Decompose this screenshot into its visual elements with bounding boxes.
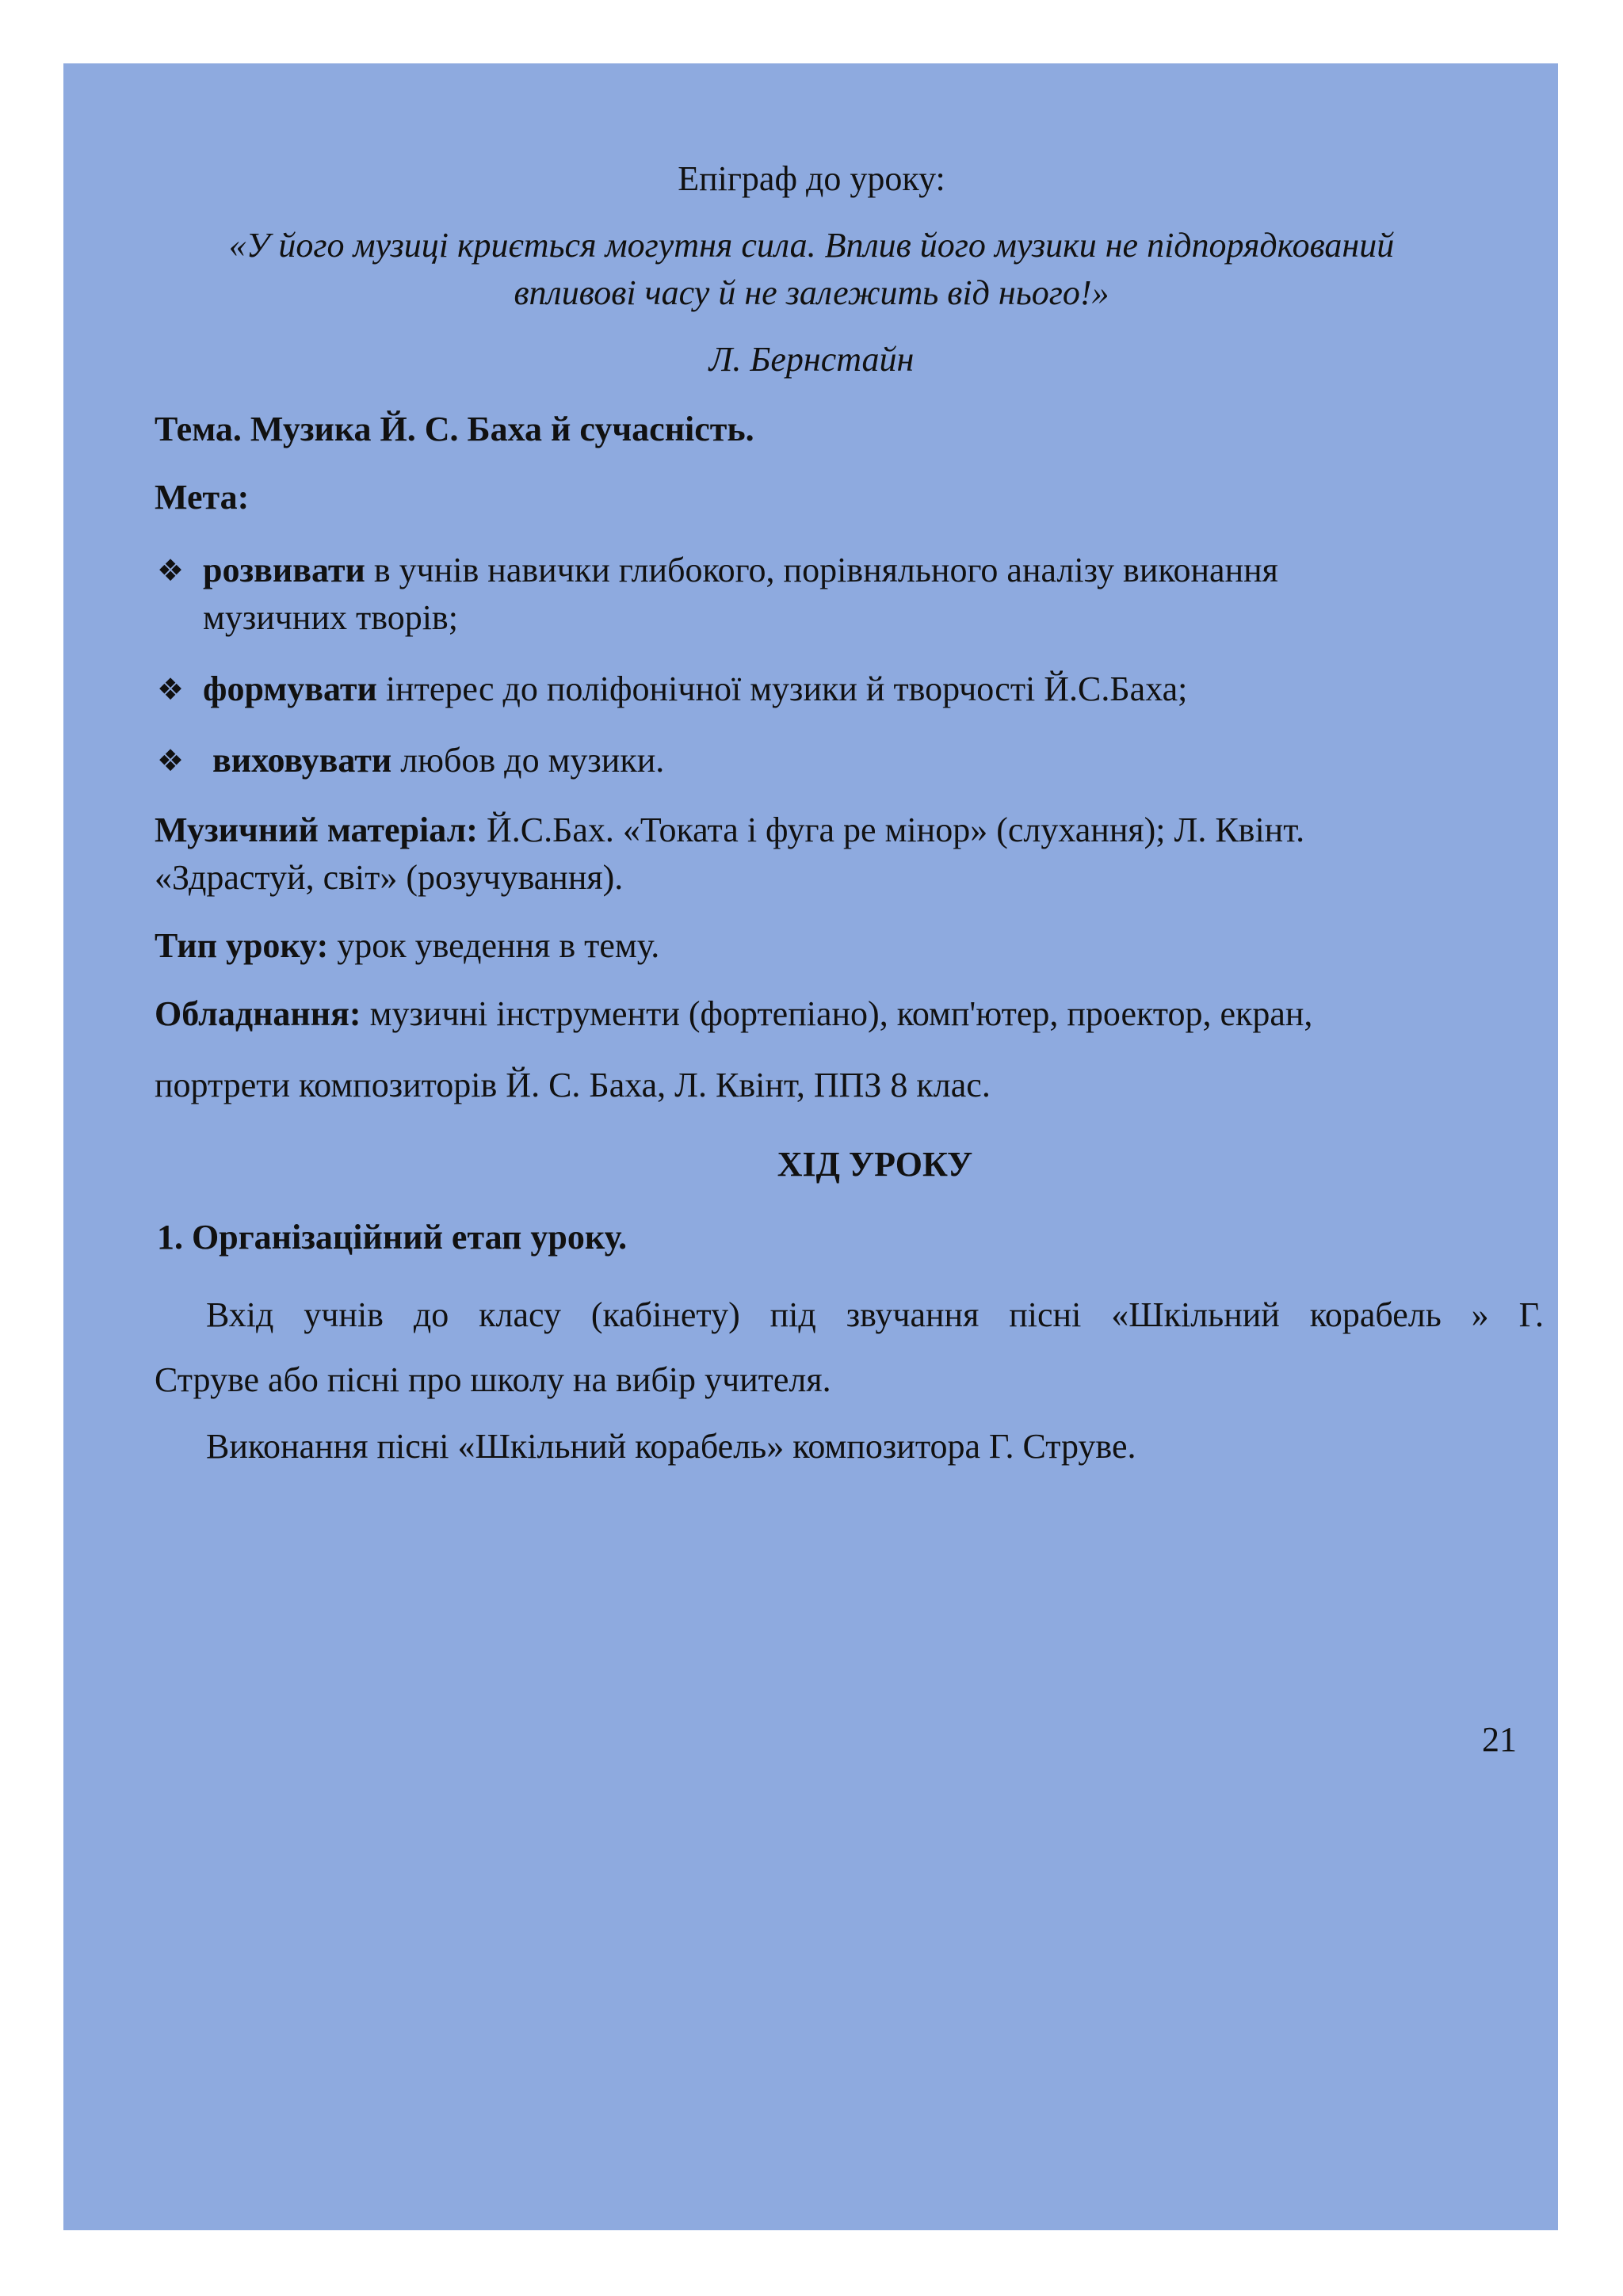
word: класу <box>479 1295 561 1334</box>
goal-item <box>212 737 664 784</box>
equipment-label: Обладнання: <box>155 994 361 1033</box>
word: до <box>413 1295 449 1334</box>
word: Вхід <box>206 1295 274 1334</box>
goal-text: любов до музики. <box>391 741 665 780</box>
goal-text: інтерес до поліфонічної музики й творчості Й.С.Баха; <box>376 669 1188 708</box>
music-material-continuation: «Здрастуй, світ» (розучування). <box>155 858 624 897</box>
word: під <box>769 1295 816 1334</box>
stage-paragraph-line1 <box>206 1291 1544 1339</box>
bullet-diamond-icon: ❖ <box>157 553 185 588</box>
page-number: 21 <box>1482 1720 1517 1759</box>
course-heading: ХІД УРОКУ <box>777 1145 973 1184</box>
goal-text: в учнів навички глибокого, порівняльного аналізу виконання <box>365 551 1278 589</box>
word: пісні <box>1009 1295 1082 1334</box>
word: «Шкільний <box>1111 1295 1280 1334</box>
lesson-type <box>155 922 659 970</box>
epigraph-quote-line1: «У його музиці криється могутня сила. Вплив його музики не підпорядкований <box>228 226 1395 265</box>
goal-item <box>203 666 1187 713</box>
bullet-diamond-icon: ❖ <box>157 672 185 707</box>
word: (кабінету) <box>590 1295 740 1334</box>
word: корабель <box>1309 1295 1442 1334</box>
music-material-text: Й.С.Бах. «Токата і фуга ре мінор» (слухання); Л. Квінт. <box>477 810 1305 849</box>
word: учнів <box>304 1295 384 1334</box>
word: Г. <box>1518 1295 1545 1334</box>
equipment <box>155 990 1312 1038</box>
equipment-text: музичні інструменти (фортепіано), комп'ютер, проектор, екран, <box>361 994 1313 1033</box>
music-material <box>155 807 1304 854</box>
stage-paragraph2: Виконання пісні «Шкільний корабель» композитора Г. Струве. <box>206 1427 1136 1466</box>
goal-verb: розвивати <box>203 551 365 589</box>
lesson-type-label: Тип уроку: <box>155 926 329 965</box>
goal-label: Мета: <box>155 478 250 517</box>
goal-verb: виховувати <box>212 741 392 780</box>
epigraph-heading: Епіграф до уроку: <box>678 159 945 198</box>
lesson-type-text: урок уведення в тему. <box>328 926 660 965</box>
bullet-diamond-icon: ❖ <box>157 743 185 778</box>
word: » <box>1471 1295 1489 1334</box>
epigraph-author: Л. Бернстайн <box>708 340 915 379</box>
goal-item <box>203 547 1278 594</box>
music-material-label: Музичний матеріал: <box>155 810 478 849</box>
word: звучання <box>846 1295 980 1334</box>
epigraph-quote-line2: впливові часу й не залежить від нього!» <box>514 273 1109 312</box>
goal-verb: формувати <box>203 669 377 708</box>
lesson-topic: Тема. Музика Й. С. Баха й сучасність. <box>155 410 754 448</box>
stage-paragraph-line2: Струве або пісні про школу на вибір учителя. <box>155 1360 831 1399</box>
goal-item-continuation: музичних творів; <box>203 598 458 637</box>
equipment-continuation: портрети композиторів Й. С. Баха, Л. Квінт, ППЗ 8 клас. <box>155 1066 991 1104</box>
stage-heading: 1. Організаційний етап уроку. <box>157 1218 628 1257</box>
